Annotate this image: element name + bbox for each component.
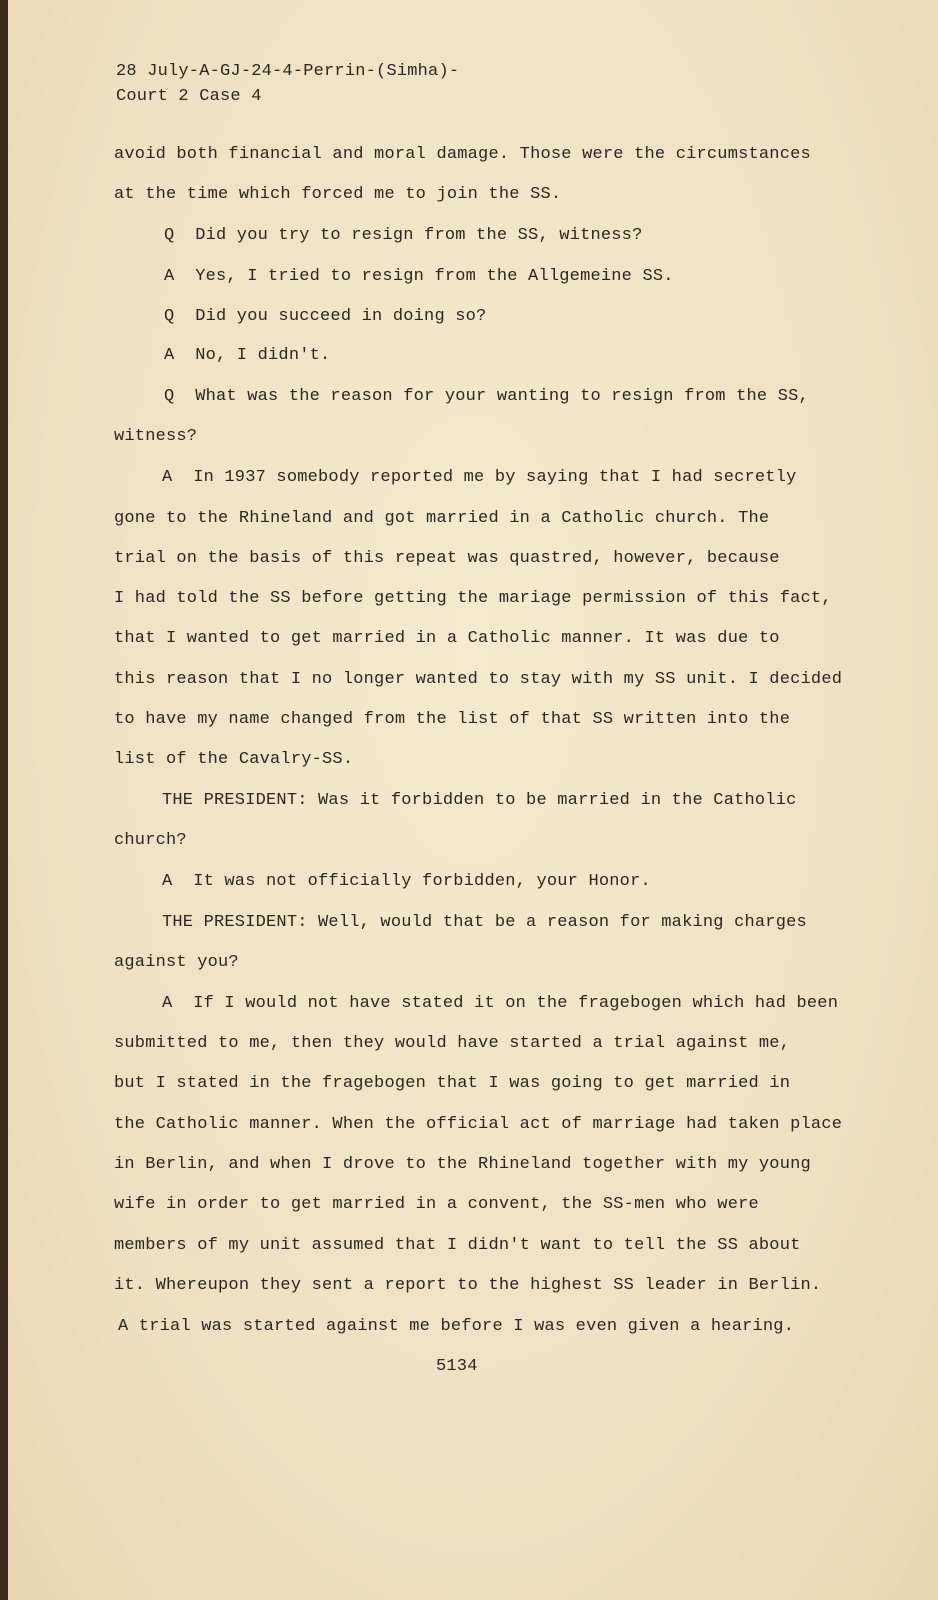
- text-line: A If I would not have stated it on the fragebogen which had been: [162, 994, 839, 1013]
- text-line: THE PRESIDENT: Was it forbidden to be married in the Catholic: [162, 791, 797, 810]
- text-line: this reason that I no longer wanted to stay with my SS unit. I decided: [114, 670, 843, 689]
- text-line: trial on the basis of this repeat was quastred, however, because: [114, 549, 780, 568]
- text-line: Q What was the reason for your wanting to resign from the SS,: [164, 387, 809, 406]
- text-line: witness?: [114, 427, 198, 446]
- text-line: THE PRESIDENT: Well, would that be a reason for making charges: [162, 913, 807, 932]
- text-line: I had told the SS before getting the mariage permission of this fact,: [114, 589, 832, 608]
- text-line: A No, I didn't.: [164, 346, 331, 365]
- text-line: Q Did you try to resign from the SS, witness?: [164, 226, 643, 245]
- text-line: gone to the Rhineland and got married in a Catholic church. The: [114, 509, 770, 528]
- text-line: members of my unit assumed that I didn't want to tell the SS about: [114, 1236, 801, 1255]
- text-line: that I wanted to get married in a Catholic manner. It was due to: [114, 629, 780, 648]
- text-line: church?: [114, 831, 187, 850]
- text-line: avoid both financial and moral damage. Those were the circumstances: [114, 145, 811, 164]
- text-line: list of the Cavalry-SS.: [114, 750, 354, 769]
- text-line: against you?: [114, 953, 239, 972]
- text-line: wife in order to get married in a convent, the SS-men who were: [114, 1195, 759, 1214]
- text-line: but I stated in the fragebogen that I was going to get married in: [114, 1074, 791, 1093]
- header-court-case: Court 2 Case 4: [116, 87, 262, 106]
- text-line: Q Did you succeed in doing so?: [164, 307, 487, 326]
- text-line: A In 1937 somebody reported me by saying that I had secretly: [162, 468, 797, 487]
- header-reference: 28 July-A-GJ-24-4-Perrin-(Simha)-: [116, 62, 460, 81]
- text-line: submitted to me, then they would have started a trial against me,: [114, 1034, 791, 1053]
- page-number: 5134: [436, 1357, 478, 1376]
- text-line: it. Whereupon they sent a report to the highest SS leader in Berlin.: [114, 1276, 822, 1295]
- document-page: [8, 0, 938, 1600]
- text-line: the Catholic manner. When the official act of marriage had taken place: [114, 1115, 843, 1134]
- text-line: at the time which forced me to join the SS.: [114, 185, 562, 204]
- text-line: to have my name changed from the list of that SS written into the: [114, 710, 791, 729]
- text-line: in Berlin, and when I drove to the Rhineland together with my young: [114, 1155, 811, 1174]
- text-line: A trial was started against me before I was even given a hearing.: [118, 1317, 795, 1336]
- text-line: A It was not officially forbidden, your Honor.: [162, 872, 651, 891]
- text-line: A Yes, I tried to resign from the Allgemeine SS.: [164, 267, 674, 286]
